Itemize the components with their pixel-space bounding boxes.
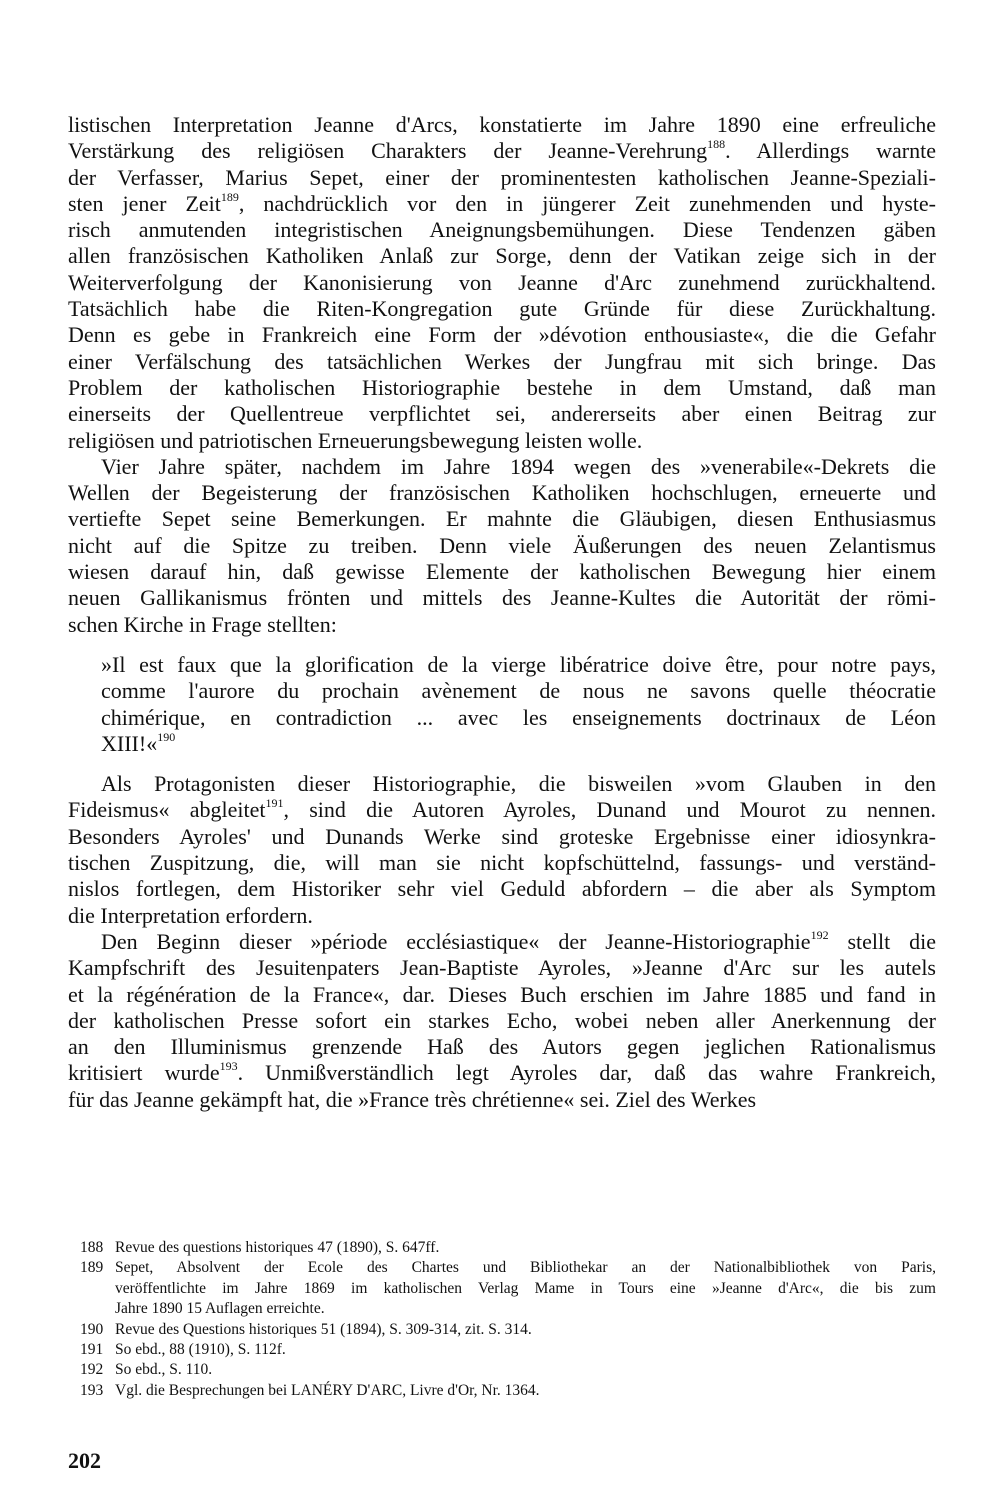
text-line: et la régénération de la France«, dar. Dieses Buch erschien im Jahre 1885 und fand in <box>68 981 936 1007</box>
footnote-number: 188 <box>80 1239 104 1256</box>
text-run: sten jener Zeit <box>68 190 221 216</box>
main-text-top <box>68 112 936 638</box>
text-run: , sind die Autoren Ayroles, Dunand und Mourot zu nennen. <box>283 797 936 823</box>
text-run: . Unmißverständlich legt Ayroles dar, daß das wahre Frankreich, <box>237 1060 936 1086</box>
text-line <box>68 191 936 217</box>
footnote <box>80 1238 936 1258</box>
text-line <box>68 797 936 823</box>
footnote-ref: 192 <box>810 927 829 942</box>
text-line: die Interpretation erfordern. <box>68 902 313 928</box>
text-run: Den Beginn dieser »période ecclésiastique« der Jeanne-Historiographie <box>101 928 811 954</box>
text-line: »Il est faux que la glorification de la vierge libératrice doive être, pour notre pays, <box>101 651 936 677</box>
text-line: Vier Jahre später, nachdem im Jahre 1894 wegen des »venerabile«-Dekrets die <box>101 453 936 479</box>
footnote-ref: 188 <box>707 136 726 151</box>
footnote-ref: 191 <box>265 796 284 811</box>
text-line: tischen Zuspitzung, die, will man sie nicht kopfschüttelnd, fassungs- und verständ- <box>68 850 936 876</box>
footnote-ref: 193 <box>219 1059 238 1074</box>
text-line: comme l'aurore du prochain avènement de nous ne savons quelle théocratie <box>101 678 936 704</box>
text-line: schen Kirche in Frage stellten: <box>68 611 337 637</box>
footnote-number: 192 <box>80 1361 104 1379</box>
text-line: nislos fortlegen, dem Historiker sehr viel Geduld abfordern – die aber als Symptom <box>68 876 936 902</box>
footnote-line: Revue des questions historiques 47 (1890), S. 647ff. <box>115 1239 440 1256</box>
footnote <box>80 1340 936 1360</box>
text-line: risch anmutenden integristischen Aneignungsbemühungen. Diese Tendenzen gäben <box>68 217 936 243</box>
text-line: allen französischen Katholiken Anlaß zur Sorge, denn der Vatikan zeige sich in der <box>68 243 936 269</box>
text-line: chimérique, en contradiction ... avec les enseignements doctrinaux de Léon <box>101 704 936 730</box>
text-run: kritisiert wurde <box>68 1060 220 1086</box>
footnote <box>80 1320 936 1340</box>
footnote <box>80 1381 936 1401</box>
text-line: Kampfschrift des Jesuitenpaters Jean-Baptiste Ayroles, »Jeanne d'Arc sur les autels <box>68 955 936 981</box>
text-line: einer Verfälschung des tatsächlichen Werkes der Jungfrau mit sich bringe. Das <box>68 348 936 374</box>
text-line: der katholischen Presse sofort ein starkes Echo, wobei neben aller Anerkennung der <box>68 1007 936 1033</box>
footnote-number: 193 <box>80 1381 104 1399</box>
footnote-ref: 190 <box>157 729 176 744</box>
text-run: stellt die <box>828 928 936 954</box>
text-line: einerseits der Quellentreue verpflichtet sei, andererseits aber einen Beitrag zur <box>68 401 936 427</box>
text-line: Denn es gebe in Frankreich eine Form der »dévotion enthousiaste«, die die Gefahr <box>68 322 936 348</box>
paragraph <box>68 929 936 1113</box>
text-line: Weiterverfolgung der Kanonisierung von Jeanne d'Arc zunehmend zurückhaltend. <box>68 269 936 295</box>
text-line <box>101 731 936 757</box>
text-line <box>68 138 936 164</box>
text-line: Tatsächlich habe die Riten-Kongregation gute Gründe für diese Zurückhaltung. <box>68 296 936 322</box>
footnote-number: 190 <box>80 1320 104 1338</box>
text-line: Besonders Ayroles' und Dunands Werke sind groteske Ergebnisse einer idiosynkra- <box>68 823 936 849</box>
text-line: wiesen darauf hin, daß gewisse Elemente der katholischen Bewegung hier einem <box>68 559 936 585</box>
text-run: Fideismus« abgleitet <box>68 797 266 823</box>
text-line: Wellen der Begeisterung der französischen Katholiken hochschlugen, erneuerte und <box>68 480 936 506</box>
text-run: Verstärkung des religiösen Charakters der Jeanne-Verehrung <box>68 138 708 164</box>
paragraph <box>68 112 936 454</box>
footnote-line: Jahre 1890 15 Auflagen erreichte. <box>115 1300 325 1318</box>
text-run: XIII!« <box>101 730 158 756</box>
footnote-line: Revue des Questions historiques 51 (1894), S. 309-314, zit. S. 314. <box>115 1320 532 1338</box>
footnote-line: Vgl. die Besprechungen bei LANÉRY D'ARC, Livre d'Or, Nr. 1364. <box>115 1381 540 1399</box>
text-line: neuen Gallikanismus frönten und mittels des Jeanne-Kultes die Autorität der römi- <box>68 585 936 611</box>
text-line: an den Illuminismus grenzende Haß des Autors gegen jeglichen Rationalismus <box>68 1034 936 1060</box>
footnote-line: So ebd., 88 (1910), S. 112f. <box>115 1341 286 1359</box>
block-quote <box>101 652 936 757</box>
main-text-bottom <box>68 771 936 1113</box>
footnote-ref: 189 <box>220 189 239 204</box>
footnote-line: So ebd., S. 110. <box>115 1361 213 1379</box>
text-line: religiösen und patriotischen Erneuerungsbewegung leisten wolle. <box>68 427 643 453</box>
paragraph <box>68 454 936 638</box>
footnotes <box>80 1238 936 1401</box>
text-line <box>68 929 936 955</box>
footnote <box>80 1258 936 1319</box>
text-line: der Verfasser, Marius Sepet, einer der prominentesten katholischen Jeanne-Speziali- <box>68 164 936 190</box>
text-line: für das Jeanne gekämpft hat, die »France très chrétienne« sei. Ziel des Werkes <box>68 1086 757 1112</box>
text-line: Problem der katholischen Historiographie bestehe in dem Umstand, daß man <box>68 374 936 400</box>
text-line: nicht auf die Spitze zu treiben. Denn viele Äußerungen des neuen Zelantismus <box>68 532 936 558</box>
page-body <box>68 112 936 1113</box>
paragraph <box>68 771 936 929</box>
text-run: . Allerdings warnte <box>725 138 936 164</box>
footnote-line: Sepet, Absolvent der Ecole des Chartes und Bibliothekar an der Nationalbibliothek von Paris, <box>115 1259 936 1277</box>
footnote <box>80 1360 936 1380</box>
page-number: 202 <box>68 1448 101 1473</box>
text-line <box>68 1060 936 1086</box>
footnote-number: 191 <box>80 1341 104 1359</box>
text-line: Als Protagonisten dieser Historiographie, die bisweilen »vom Glauben in den <box>101 771 936 797</box>
footnote-line: veröffentlichte im Jahre 1869 im katholischen Verlag Mame in Tours eine »Jeanne d'Arc«, die bis zum <box>115 1279 936 1297</box>
footnote-number: 189 <box>80 1259 104 1277</box>
text-line: listischen Interpretation Jeanne d'Arcs, konstatierte im Jahre 1890 eine erfreuliche <box>68 112 936 137</box>
text-run: , nachdrücklich vor den in jüngerer Zeit zunehmenden und hyste- <box>238 190 936 216</box>
text-line: vertiefte Sepet seine Bemerkungen. Er mahnte die Gläubigen, diesen Enthusiasmus <box>68 506 936 532</box>
